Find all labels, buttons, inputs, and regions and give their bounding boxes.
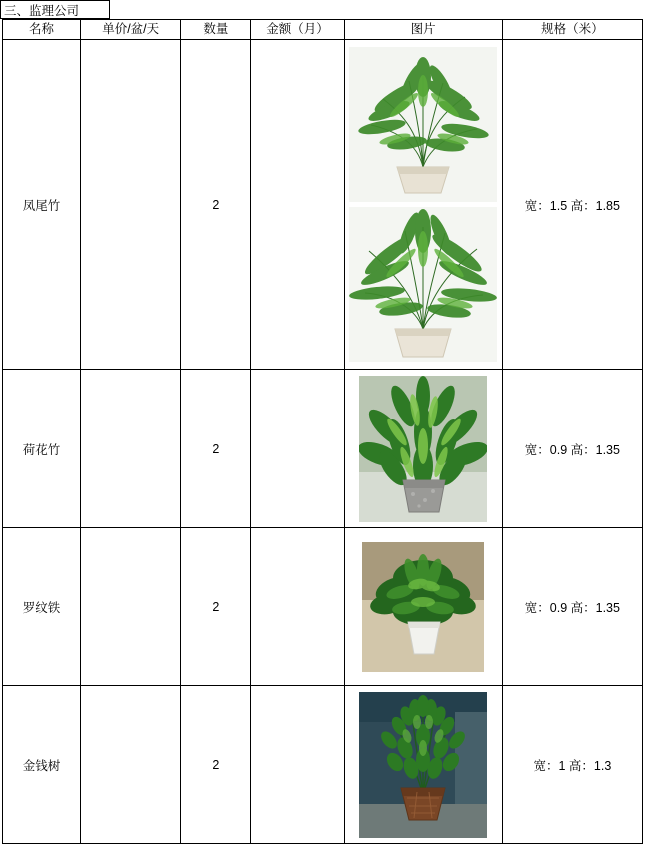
cell-plant-name: 荷花竹 [3, 370, 81, 528]
cell-plant-name: 罗纹铁 [3, 528, 81, 686]
cell-spec: 宽：1.5 高：1.85 [502, 40, 642, 370]
cell-spec: 宽：0.9 高：1.35 [502, 528, 642, 686]
cell-quantity: 2 [181, 370, 251, 528]
table-row [3, 528, 643, 686]
cell-plant-name: 金钱树 [3, 686, 81, 844]
cell-picture [344, 40, 502, 370]
cell-unit-price [81, 686, 181, 844]
table-row [3, 686, 643, 844]
cell-spec: 宽：1 高：1.3 [502, 686, 642, 844]
picture-stack [345, 376, 502, 522]
cell-picture [344, 528, 502, 686]
column-header-unit-price: 单价/盆/天 [81, 20, 181, 40]
dracaena-photo [359, 376, 487, 522]
cell-quantity: 2 [181, 40, 251, 370]
table-row [3, 370, 643, 528]
cell-unit-price [81, 40, 181, 370]
column-header-spec: 规格（米） [502, 20, 642, 40]
areca-palm-photo-bottom [349, 207, 497, 362]
cell-quantity: 2 [181, 528, 251, 686]
cell-quantity: 2 [181, 686, 251, 844]
table-header [3, 20, 643, 40]
cell-unit-price [81, 370, 181, 528]
cell-plant-name: 凤尾竹 [3, 40, 81, 370]
section-title-text: 三、监理公司 [4, 3, 80, 18]
plants-table [2, 19, 643, 844]
picture-stack [345, 692, 502, 838]
cell-amount [251, 528, 344, 686]
table-row [3, 40, 643, 370]
philodendron-photo [362, 542, 484, 672]
cell-amount [251, 686, 344, 844]
picture-stack [345, 47, 502, 362]
cell-amount [251, 40, 344, 370]
areca-palm-photo-top [349, 47, 497, 202]
cell-spec: 宽：0.9 高：1.35 [502, 370, 642, 528]
zz-plant-photo [359, 692, 487, 838]
cell-picture [344, 686, 502, 844]
cell-unit-price [81, 528, 181, 686]
table-header-row [3, 20, 643, 40]
cell-amount [251, 370, 344, 528]
column-header-name: 名称 [3, 20, 81, 40]
picture-stack [345, 542, 502, 672]
column-header-picture: 图片 [344, 20, 502, 40]
section-title [0, 0, 110, 19]
column-header-amount: 金额（月） [251, 20, 344, 40]
table-body [3, 40, 643, 844]
column-header-quantity: 数量 [181, 20, 251, 40]
cell-picture [344, 370, 502, 528]
